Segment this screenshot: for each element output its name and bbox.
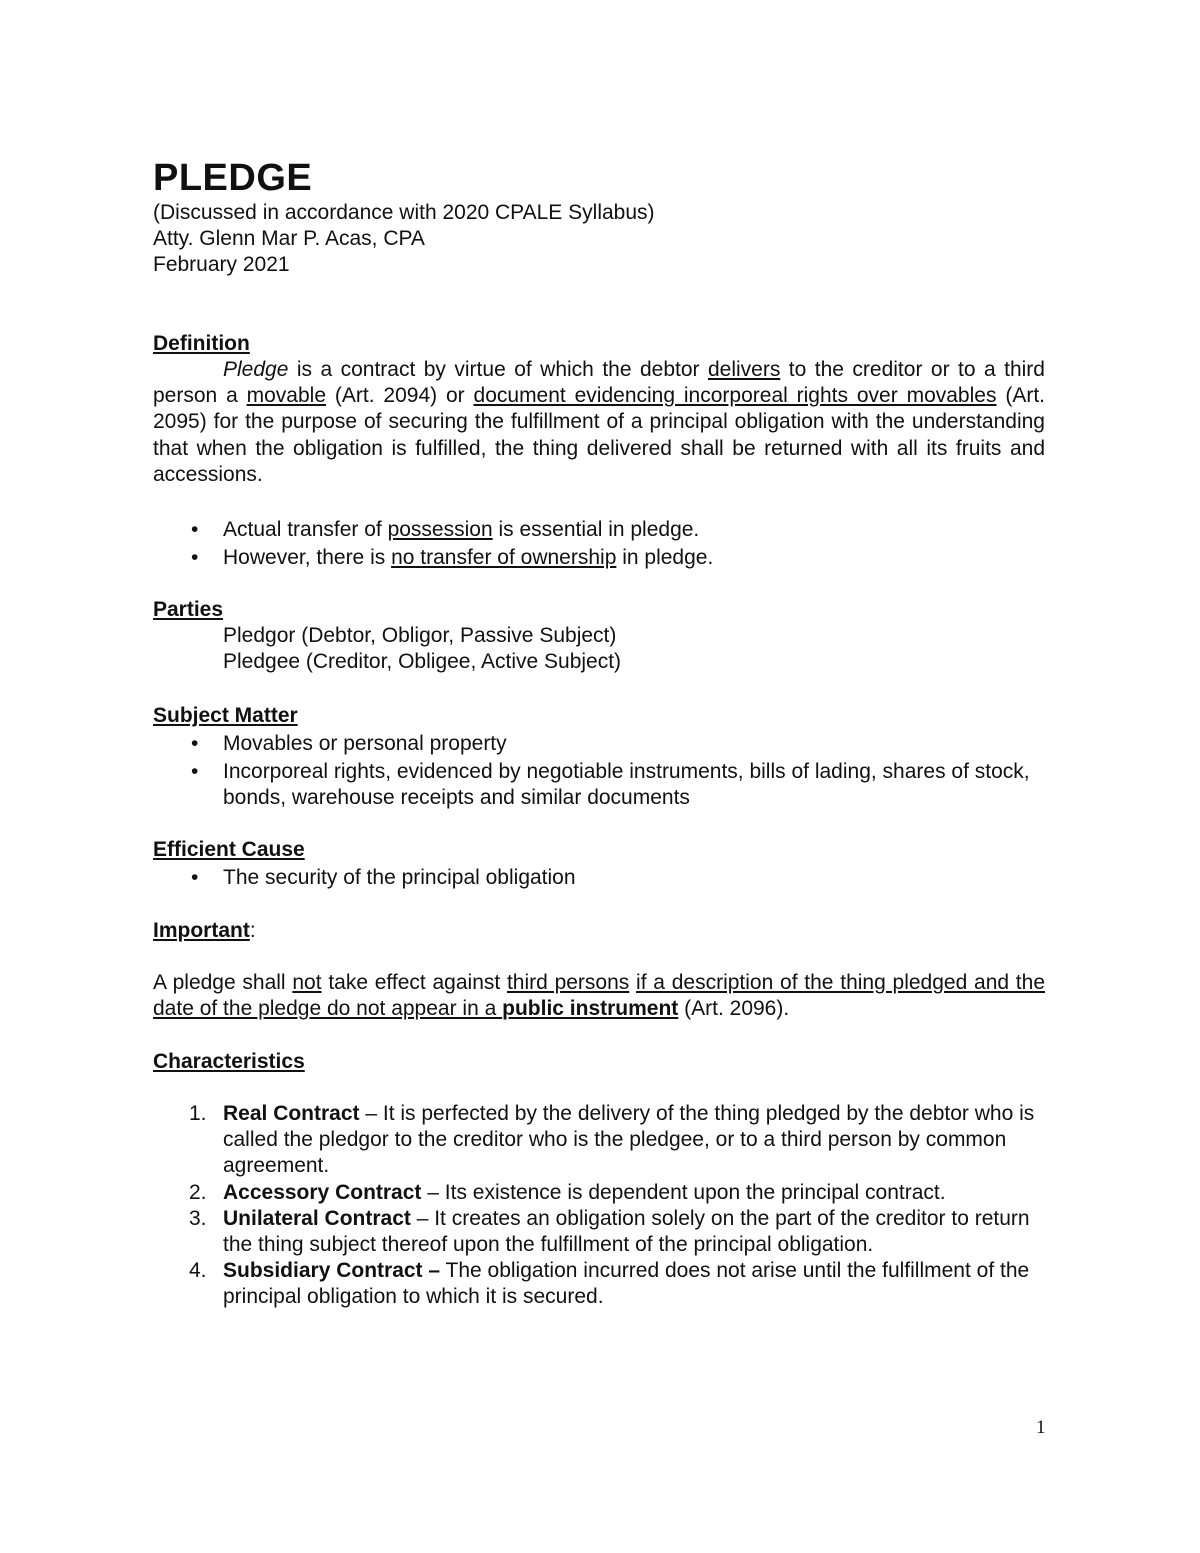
public-instrument-term: public instrument xyxy=(502,997,679,1021)
bullet-underline: no transfer of ownership xyxy=(391,546,617,570)
item-text: – It creates an obligation solely on the part of the creditor to return the thing subject thereof upon the fulfillment of the principal obligation. xyxy=(223,1206,1030,1257)
bullet-text: is essential in pledge. xyxy=(492,518,700,541)
characteristics-heading: Characteristics xyxy=(153,1050,305,1073)
list-item: • Incorporeal rights, evidenced by negotiable instruments, bills of lading, shares of stock, bonds, warehouse receipts and similar documents xyxy=(153,759,1045,811)
subject-matter-list xyxy=(153,731,1045,812)
important-paragraph xyxy=(153,970,1045,1022)
item-label: Subsidiary Contract – xyxy=(223,1259,441,1283)
item-number: 4. xyxy=(189,1259,207,1283)
important-text: A pledge shall xyxy=(153,971,293,994)
item-number: 2. xyxy=(189,1180,207,1204)
date: February 2021 xyxy=(153,253,290,276)
list-item xyxy=(153,1180,1045,1206)
important-underline: not xyxy=(292,971,322,994)
subject-matter-heading: Subject Matter xyxy=(153,704,298,727)
definition-bullets xyxy=(153,517,1045,571)
important-underline: third persons xyxy=(506,971,630,994)
list-item xyxy=(153,1206,1045,1258)
bullet-text: However, there is xyxy=(223,546,392,570)
important-heading xyxy=(153,918,256,944)
item-text: – Its existence is dependent upon the principal contract. xyxy=(421,1180,946,1204)
bullet-text: in pledge. xyxy=(616,546,714,570)
important-text: (Art. 2096). xyxy=(678,997,790,1021)
item-label: Accessory Contract xyxy=(223,1180,422,1204)
page-title: PLEDGE xyxy=(153,157,313,199)
important-colon: : xyxy=(249,919,256,942)
bullet-text: Actual transfer of xyxy=(223,518,388,541)
parties-heading: Parties xyxy=(153,598,224,621)
important-label: Important xyxy=(153,919,250,942)
definition-underline: movable xyxy=(246,384,327,408)
definition-heading: Definition xyxy=(153,332,250,355)
definition-text: (Art. 2094) or xyxy=(326,384,474,408)
pledgee-line: Pledgee (Creditor, Obligee, Active Subject) xyxy=(223,650,622,673)
definition-underline: document evidencing incorporeal rights over movables xyxy=(473,384,997,408)
list-item: • Movables or personal property xyxy=(153,731,1045,757)
page-number: 1 xyxy=(1036,1417,1046,1438)
list-item: • The security of the principal obligation xyxy=(153,865,1045,891)
item-label: Unilateral Contract xyxy=(223,1206,411,1230)
list-item xyxy=(153,1101,1045,1180)
author: Atty. Glenn Mar P. Acas, CPA xyxy=(153,227,425,250)
list-item xyxy=(153,517,1045,543)
important-underline: if a description of the thing pledged and the date of the pledge do not appear in a xyxy=(153,971,1046,1021)
item-number: 3. xyxy=(189,1206,207,1230)
subtitle: (Discussed in accordance with 2020 CPALE Syllabus) xyxy=(153,201,655,224)
definition-underline: delivers xyxy=(707,358,781,381)
important-text: take effect against xyxy=(321,971,507,994)
efficient-cause-heading: Efficient Cause xyxy=(153,838,305,861)
list-item xyxy=(153,1258,1045,1310)
bullet-underline: possession xyxy=(387,518,493,541)
item-number: 1. xyxy=(189,1102,207,1125)
efficient-cause-list xyxy=(153,865,1045,891)
definition-text: is a contract by virtue of which the debtor xyxy=(288,358,708,381)
item-text: The obligation incurred does not arise until the fulfillment of the principal obligation to which it is secured. xyxy=(223,1259,1030,1309)
definition-text: (Art. 2095) for the purpose of securing the fulfillment of a principal obligation with the understanding that when the obligation is fulfilled, the thing delivered shall be returned with all its fruits and accessions. xyxy=(153,384,1045,486)
characteristics-list xyxy=(153,1101,1045,1311)
list-item xyxy=(153,545,1045,571)
definition-text: to the creditor or to a third person a xyxy=(153,358,1045,408)
definition-term: Pledge xyxy=(223,358,289,381)
definition-paragraph xyxy=(153,357,1045,488)
pledgor-line: Pledgor (Debtor, Obligor, Passive Subject) xyxy=(223,624,617,647)
item-label: Real Contract xyxy=(223,1102,360,1125)
item-text: – It is perfected by the delivery of the thing pledged by the debtor who is called the pledgor to the creditor who is the pledgee, or to a third person by common agreement. xyxy=(223,1102,1035,1178)
